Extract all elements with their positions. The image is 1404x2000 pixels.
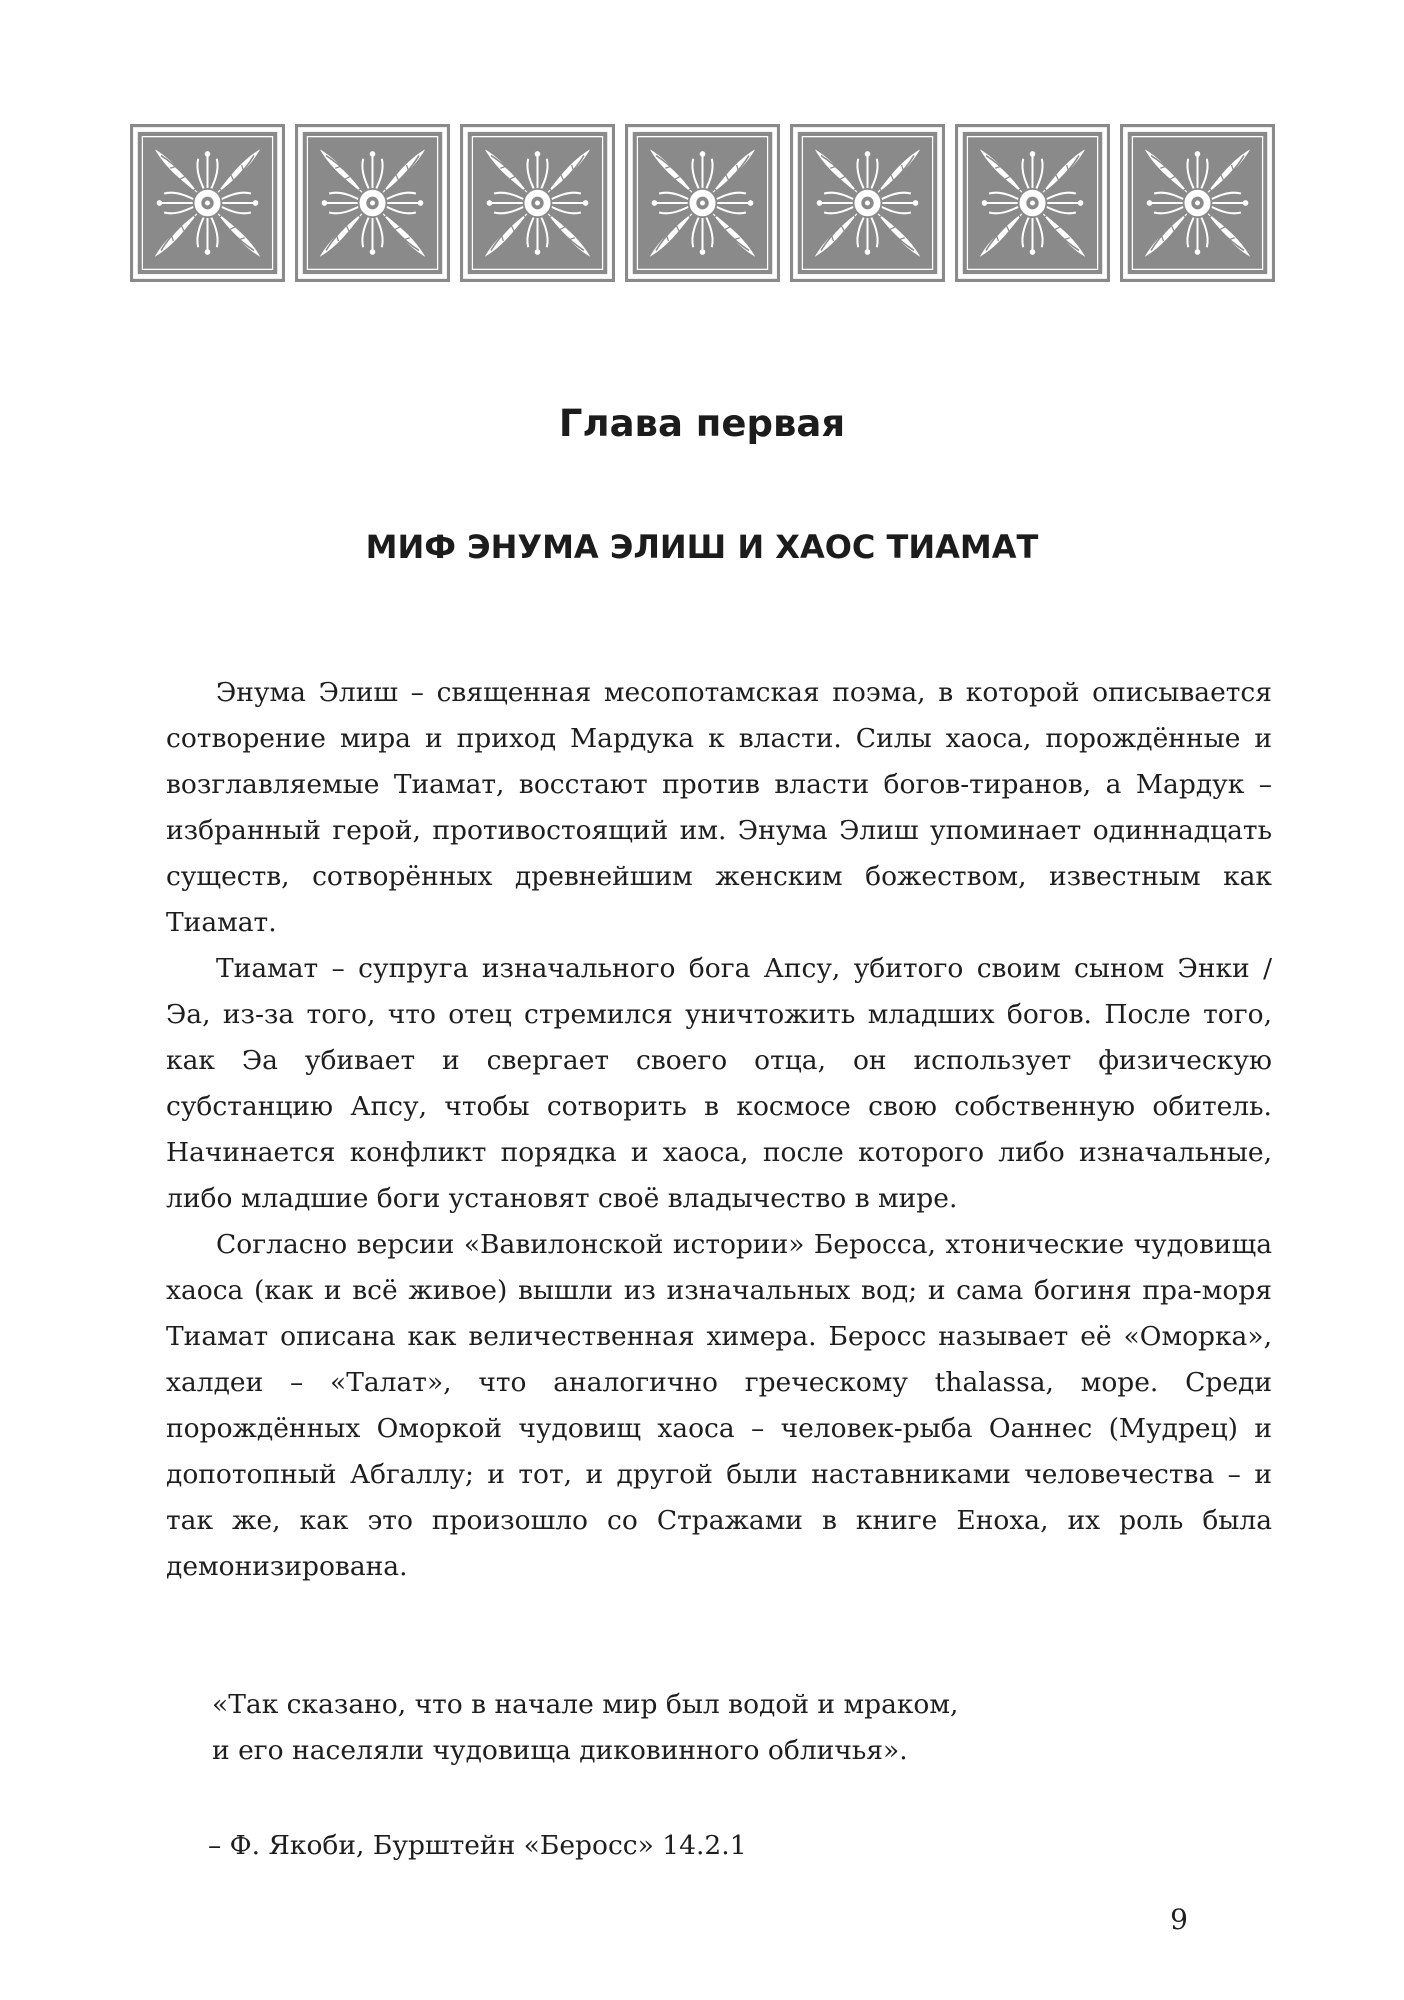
paragraph: Энума Элиш – священная месопотамская поэма, в которой описывается сотворение мира и приход Мардука к власти. Силы хаоса, порождённые и возглавляемые Тиамат, восстают против власти богов-тиранов, а Мардук – избранный герой, противостоящий им. Энума Элиш упоминает одиннадцать существ, сотворённых древнейшим женским божеством, известным как Тиамат.: [166, 677, 1272, 938]
epigraph-quote: [212, 1682, 1112, 1774]
quote-line: «Так сказано, что в начале мир был водой и мраком,: [212, 1689, 959, 1720]
body-text: [166, 670, 1272, 1590]
page-number: 9: [1170, 1903, 1188, 1936]
ornament-border: [130, 124, 1275, 282]
chapter-label: Глава первая: [558, 402, 846, 445]
paragraph: Согласно версии «Вавилонской истории» Беросса, хтонические чудовища хаоса (как и всё живое) вышли из изначальных вод; и сама богиня пра-моря Тиамат описана как величественная химера. Беросс называет её «Оморка», халдеи – «Талат», что аналогично греческому thalassa, море. Среди порождённых Оморкой чудовищ хаоса – человек-рыба Оаннес (Мудрец) и допотопный Абгаллу; и тот, и другой были наставниками человечества – и так же, как это произошло со Стражами в книге Еноха, их роль была демонизирована.: [166, 1229, 1272, 1582]
chapter-title: МИФ ЭНУМА ЭЛИШ И ХАОС ТИАМАТ: [365, 528, 1039, 566]
floral-tile-icon: [130, 124, 285, 282]
floral-tile-icon: [295, 124, 450, 282]
paragraph: Тиамат – супруга изначального бога Апсу, убитого своим сыном Энки / Эа, из-за того, что отец стремился уничтожить младших богов. После того, как Эа убивает и свергает своего отца, он использует физическую субстанцию Апсу, чтобы сотворить в космосе свою собственную обитель. Начинается конфликт порядка и хаоса, после которого либо изначальные, либо младшие боги установят своё владычество в мире.: [166, 953, 1272, 1214]
floral-tile-icon: [955, 124, 1110, 282]
quote-line: и его населяли чудовища диковинного обличья».: [212, 1735, 908, 1766]
quote-source: – Ф. Якоби, Бурштейн «Беросс» 14.2.1: [208, 1830, 747, 1861]
floral-tile-icon: [625, 124, 780, 282]
floral-tile-icon: [460, 124, 615, 282]
floral-tile-icon: [1120, 124, 1275, 282]
floral-tile-icon: [790, 124, 945, 282]
